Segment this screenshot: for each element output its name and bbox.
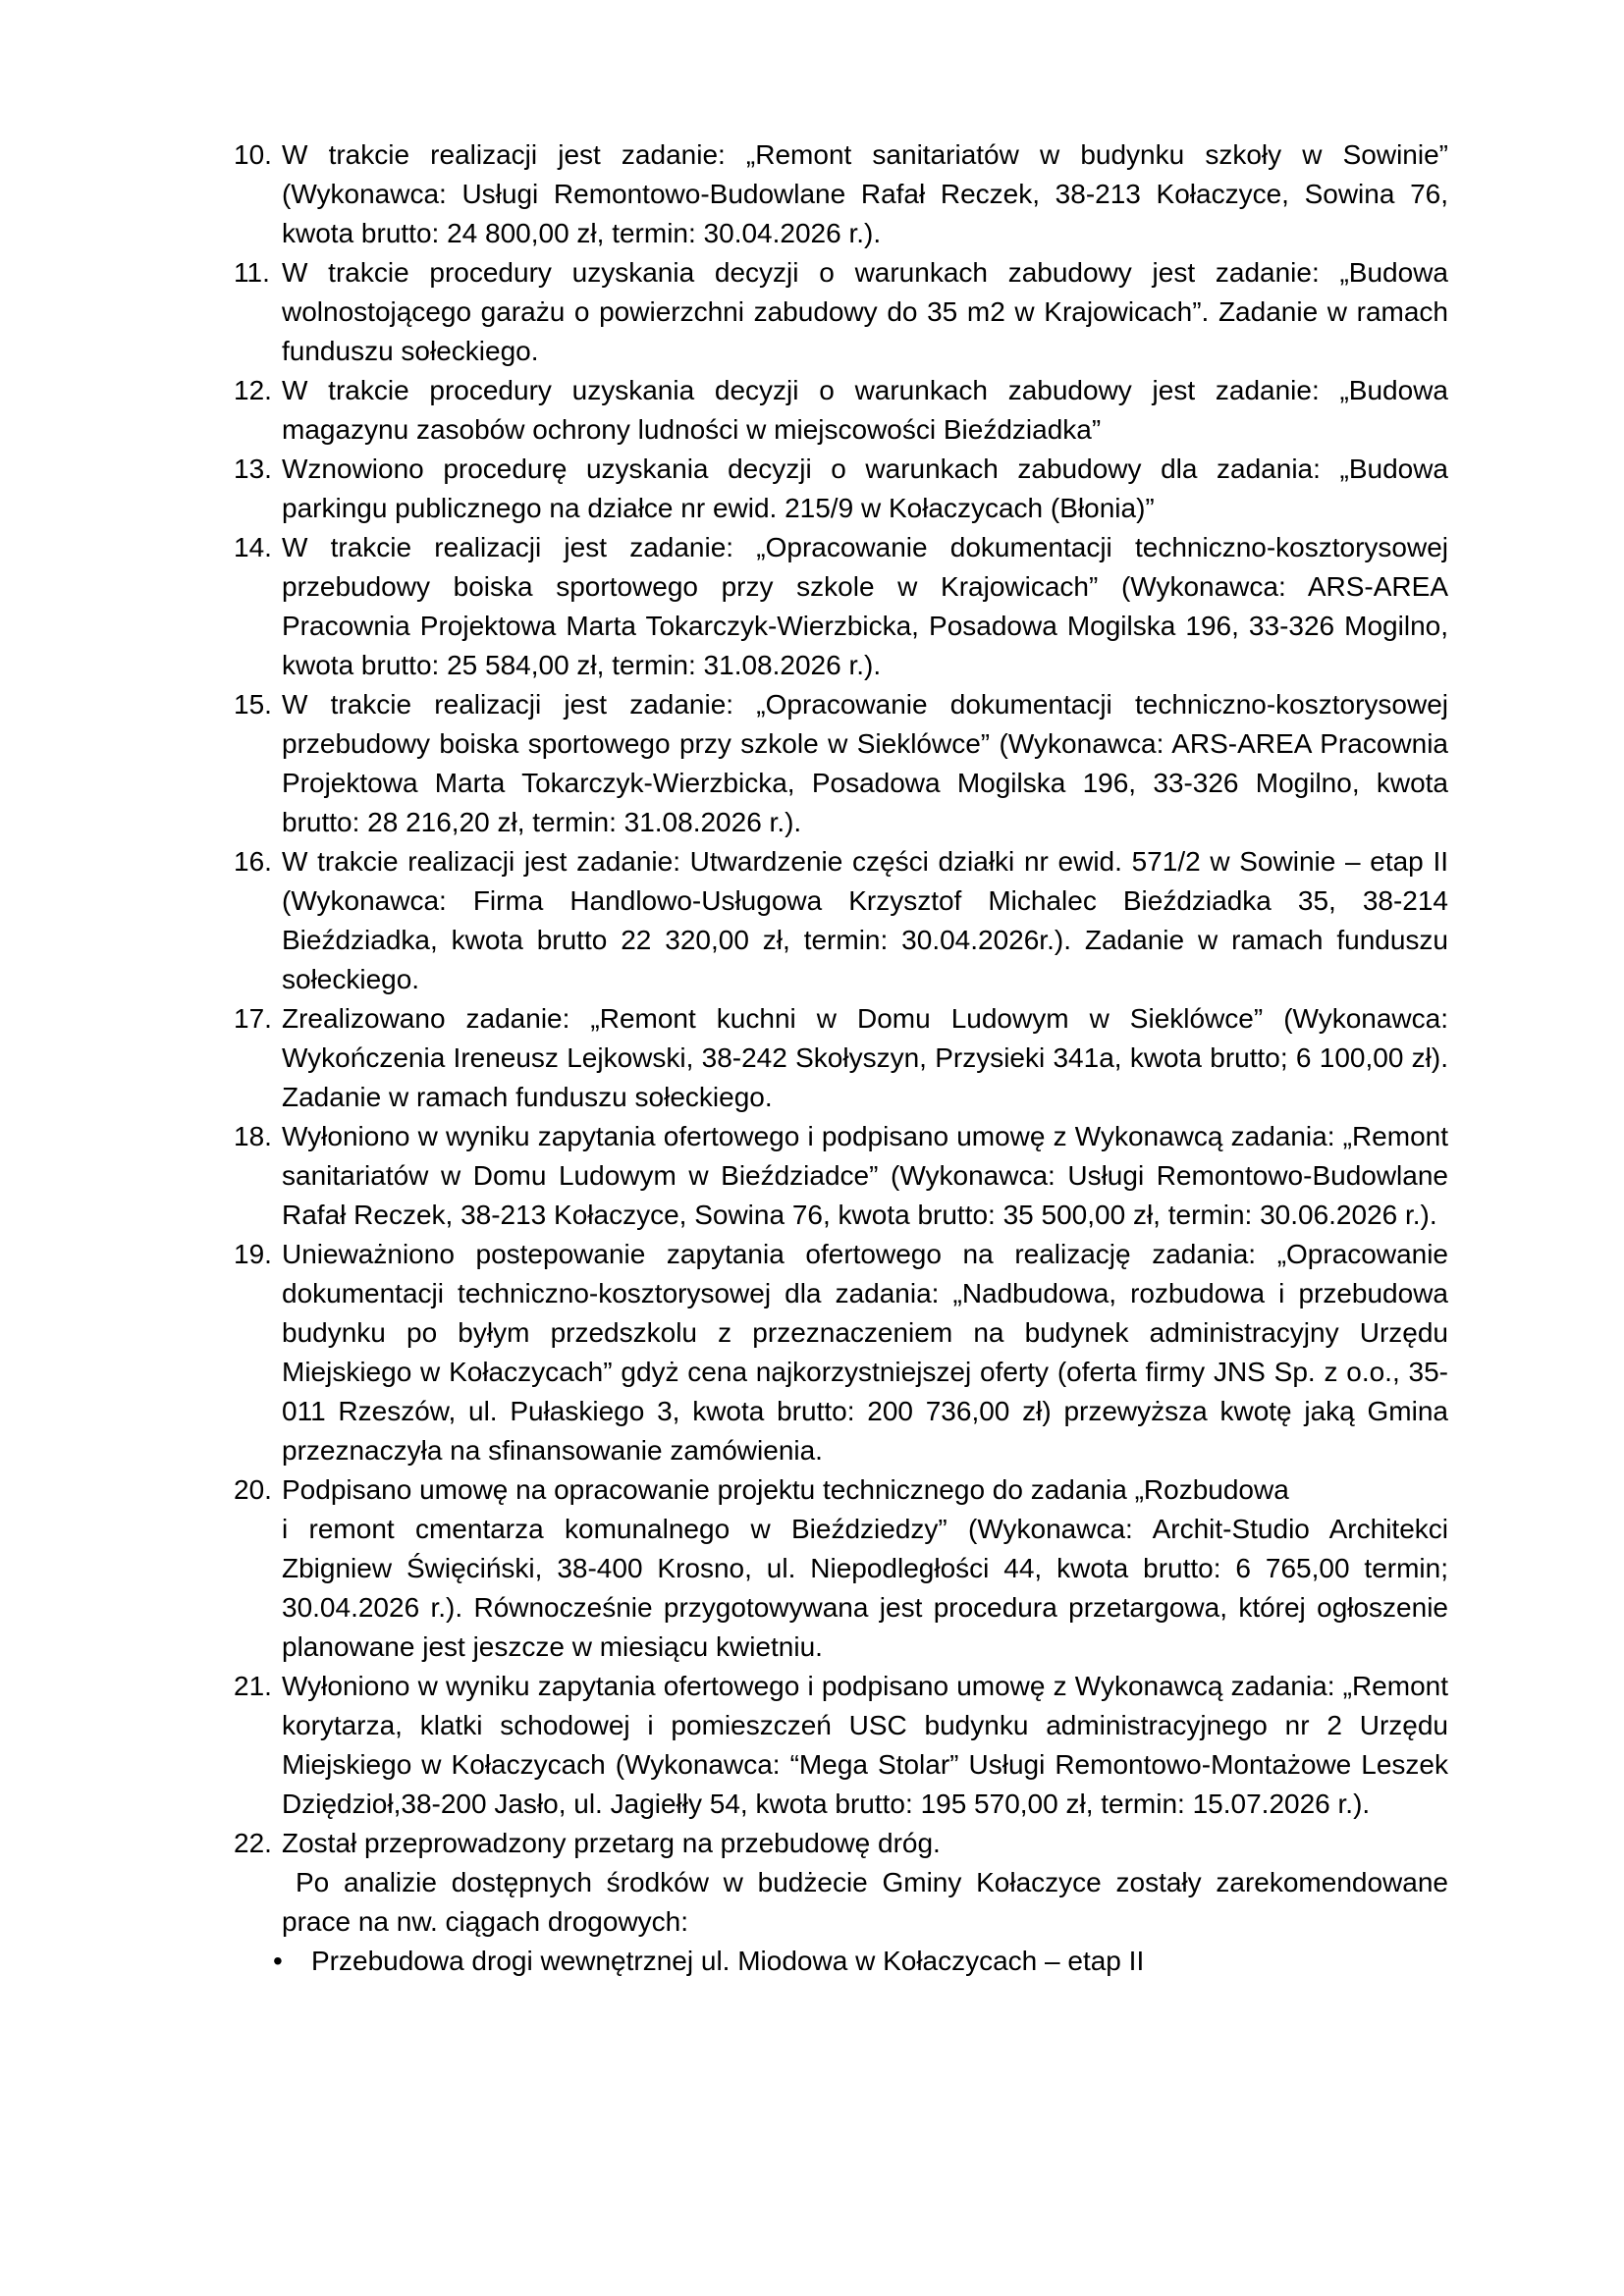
list-item-20 xyxy=(234,1470,1448,1667)
item-text: Wyłoniono w wyniku zapytania ofertowego i podpisano umowę z Wykonawcą zadania: „Remont korytarza, klatki schodowej i pomieszczeń USC budynku administracyjnego nr 2 Urzędu Miejskiego w Kołaczycach (Wykonawca: “Mega Stolar” Usługi Remontowo-Montażowe Leszek Dziędzioł,38-200 Jasło, ul. Jagiełły 54, kwota brutto: 195 570,00 zł, termin: 15.07.2026 r.). xyxy=(282,1671,1448,1819)
list-item-14 xyxy=(234,528,1448,685)
item-number: 20. xyxy=(234,1474,272,1505)
item-text: Zrealizowano zadanie: „Remont kuchni w Domu Ludowym w Sieklówce” (Wykonawca: Wykończenia Ireneusz Lejkowski, 38-242 Skołyszyn, Przysieki 341a, kwota brutto; 6 100,00 zł). Zadanie w ramach funduszu sołeckiego. xyxy=(282,1003,1448,1112)
list-item-15 xyxy=(234,685,1448,842)
item-number: 14. xyxy=(234,532,272,562)
list-item-22 xyxy=(234,1824,1448,1863)
item-text: W trakcie realizacji jest zadanie: „Remont sanitariatów w budynku szkoły w Sowinie” (Wykonawca: Usługi Remontowo-Budowlane Rafał Reczek, 38-213 Kołaczyce, Sowina 76, kwota brutto: 24 800,00 zł, termin: 30.04.2026 r.). xyxy=(282,139,1448,248)
item-number: 22. xyxy=(234,1828,272,1858)
item-number: 11. xyxy=(234,257,270,288)
item-text: Wyłoniono w wyniku zapytania ofertowego i podpisano umowę z Wykonawcą zadania: „Remont sanitariatów w Domu Ludowym w Bieździadce” (Wykonawca: Usługi Remontowo-Budowlane Rafał Reczek, 38-213 Kołaczyce, Sowina 76, kwota brutto: 35 500,00 zł, termin: 30.06.2026 r.). xyxy=(282,1121,1448,1230)
list-item-11 xyxy=(234,253,1448,371)
item-text: Unieważniono postepowanie zapytania ofertowego na realizację zadania: „Opracowanie dokumentacji techniczno-kosztorysowej dla zadania: „Nadbudowa, rozbudowa i przebudowa budynku po byłym przedszkolu z przeznaczeniem na budynek administracyjny Urzędu Miejskiego w Kołaczycach” gdyż cena najkorzystniejszej oferty (oferta firmy JNS Sp. z o.o., 35-011 Rzeszów, ul. Pułaskiego 3, kwota brutto: 200 736,00 zł) przewyższa kwotę jaką Gmina przeznaczyła na sfinansowanie zamówienia. xyxy=(282,1239,1448,1466)
list-item-19 xyxy=(234,1235,1448,1470)
item-number: 10. xyxy=(234,139,272,170)
list-item-22-subparagraph xyxy=(234,1863,1448,1942)
item-text: W trakcie realizacji jest zadanie: „Opracowanie dokumentacji techniczno-kosztorysowej przebudowy boiska sportowego przy szkole w Krajowicach” (Wykonawca: ARS-AREA Pracownia Projektowa Marta Tokarczyk-Wierzbicka, Posadowa Mogilska 196, 33-326 Mogilno, kwota brutto: 25 584,00 zł, termin: 31.08.2026 r.). xyxy=(282,532,1448,680)
bullet-icon: • xyxy=(273,1946,283,1976)
item-number: 21. xyxy=(234,1671,272,1701)
item-text: Po analizie dostępnych środków w budżecie Gminy Kołaczyce zostały zarekomendowane prace na nw. ciągach drogowych: xyxy=(282,1867,1448,1937)
list-item-16 xyxy=(234,842,1448,999)
item-text: W trakcie procedury uzyskania decyzji o warunkach zabudowy jest zadanie: „Budowa magazynu zasobów ochrony ludności w miejscowości Bieździadka” xyxy=(282,375,1448,445)
list-item-12 xyxy=(234,371,1448,450)
item-number: 15. xyxy=(234,689,272,720)
item-number: 16. xyxy=(234,846,272,877)
list-item-21 xyxy=(234,1667,1448,1824)
item-number: 13. xyxy=(234,454,272,484)
list-item-13 xyxy=(234,450,1448,528)
list-item-18 xyxy=(234,1117,1448,1235)
bullet-list-item xyxy=(234,1942,1448,1981)
item-number: 17. xyxy=(234,1003,272,1034)
item-number: 12. xyxy=(234,375,272,405)
item-text: Został przeprowadzony przetarg na przebudowę dróg. xyxy=(282,1828,941,1858)
item-text: W trakcie procedury uzyskania decyzji o warunkach zabudowy jest zadanie: „Budowa wolnostojącego garażu o powierzchni zabudowy do 35 m2 w Krajowicach”. Zadanie w ramach funduszu sołeckiego. xyxy=(282,257,1448,366)
list-item-10 xyxy=(234,135,1448,253)
item-text: Podpisano umowę na opracowanie projektu technicznego do zadania „Rozbudowa xyxy=(282,1474,1289,1505)
item-number: 18. xyxy=(234,1121,272,1151)
document-body xyxy=(234,135,1448,1981)
item-text-continued: i remont cmentarza komunalnego w Bieździedzy” (Wykonawca: Archit-Studio Architekci Zbigniew Święciński, 38-400 Krosno, ul. Niepodległości 44, kwota brutto: 6 765,00 termin; 30.04.2026 r.). Równocześnie przygotowywana jest procedura przetargowa, której ogłoszenie planowane jest jeszcze w miesiącu kwietniu. xyxy=(282,1514,1448,1662)
item-number: 19. xyxy=(234,1239,272,1269)
item-text: W trakcie realizacji jest zadanie: Utwardzenie części działki nr ewid. 571/2 w Sowinie – etap II (Wykonawca: Firma Handlowo-Usługowa Krzysztof Michalec Bieździadka 35, 38-214 Bieździadka, kwota brutto 22 320,00 zł, termin: 30.04.2026r.). Zadanie w ramach funduszu sołeckiego. xyxy=(282,846,1448,994)
item-text: Wznowiono procedurę uzyskania decyzji o warunkach zabudowy dla zadania: „Budowa parkingu publicznego na działce nr ewid. 215/9 w Kołaczycach (Błonia)” xyxy=(282,454,1448,523)
bullet-text: Przebudowa drogi wewnętrznej ul. Miodowa w Kołaczycach – etap II xyxy=(311,1946,1145,1976)
item-text: W trakcie realizacji jest zadanie: „Opracowanie dokumentacji techniczno-kosztorysowej przebudowy boiska sportowego przy szkole w Sieklówce” (Wykonawca: ARS-AREA Pracownia Projektowa Marta Tokarczyk-Wierzbicka, Posadowa Mogilska 196, 33-326 Mogilno, kwota brutto: 28 216,20 zł, termin: 31.08.2026 r.). xyxy=(282,689,1448,837)
list-item-17 xyxy=(234,999,1448,1117)
